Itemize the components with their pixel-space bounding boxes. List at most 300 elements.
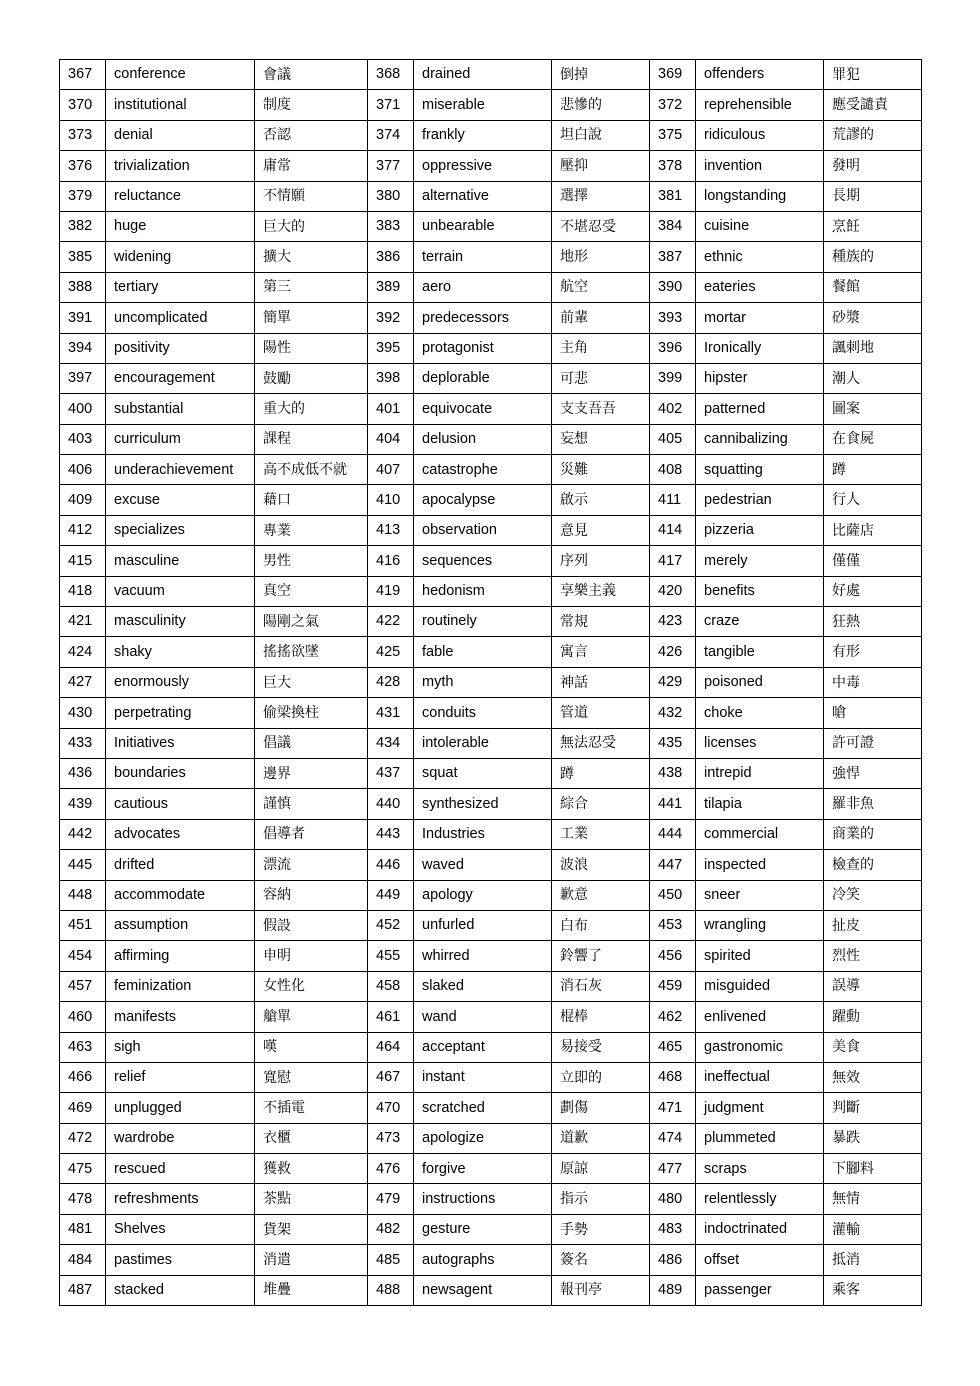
- chinese-translation: 專業: [255, 515, 368, 545]
- english-word: masculinity: [106, 607, 255, 637]
- english-word: craze: [696, 607, 824, 637]
- entry-number: 377: [368, 151, 414, 181]
- entry-number: 459: [650, 971, 696, 1001]
- entry-number: 423: [650, 607, 696, 637]
- chinese-translation: 課程: [255, 424, 368, 454]
- chinese-translation: 棍棒: [552, 1002, 650, 1032]
- entry-number: 474: [650, 1123, 696, 1153]
- table-row: [60, 546, 922, 576]
- entry-number: 428: [368, 667, 414, 697]
- entry-number: 370: [60, 90, 106, 120]
- chinese-translation: 嗆: [824, 698, 922, 728]
- english-word: wand: [414, 1002, 552, 1032]
- chinese-translation: 乘客: [824, 1275, 922, 1305]
- chinese-translation: 地形: [552, 242, 650, 272]
- entry-number: 368: [368, 60, 414, 90]
- chinese-translation: 暴跌: [824, 1123, 922, 1153]
- chinese-translation: 躍動: [824, 1002, 922, 1032]
- entry-number: 446: [368, 850, 414, 880]
- entry-number: 393: [650, 303, 696, 333]
- english-word: manifests: [106, 1002, 255, 1032]
- chinese-translation: 冷笑: [824, 880, 922, 910]
- entry-number: 395: [368, 333, 414, 363]
- english-word: instructions: [414, 1184, 552, 1214]
- chinese-translation: 簡單: [255, 303, 368, 333]
- table-row: [60, 1093, 922, 1123]
- entry-number: 483: [650, 1214, 696, 1244]
- english-word: ridiculous: [696, 120, 824, 150]
- english-word: newsagent: [414, 1275, 552, 1305]
- entry-number: 419: [368, 576, 414, 606]
- english-word: denial: [106, 120, 255, 150]
- entry-number: 408: [650, 455, 696, 485]
- english-word: tangible: [696, 637, 824, 667]
- entry-number: 484: [60, 1245, 106, 1275]
- entry-number: 369: [650, 60, 696, 90]
- english-word: patterned: [696, 394, 824, 424]
- english-word: ethnic: [696, 242, 824, 272]
- table-row: [60, 181, 922, 211]
- entry-number: 439: [60, 789, 106, 819]
- table-row: [60, 850, 922, 880]
- english-word: shaky: [106, 637, 255, 667]
- entry-number: 485: [368, 1245, 414, 1275]
- table-row: [60, 1214, 922, 1244]
- entry-number: 401: [368, 394, 414, 424]
- chinese-translation: 漂流: [255, 850, 368, 880]
- english-word: commercial: [696, 819, 824, 849]
- english-word: licenses: [696, 728, 824, 758]
- chinese-translation: 烈性: [824, 941, 922, 971]
- table-row: [60, 120, 922, 150]
- entry-number: 386: [368, 242, 414, 272]
- entry-number: 417: [650, 546, 696, 576]
- entry-number: 379: [60, 181, 106, 211]
- chinese-translation: 悲慘的: [552, 90, 650, 120]
- entry-number: 464: [368, 1032, 414, 1062]
- entry-number: 440: [368, 789, 414, 819]
- chinese-translation: 鼓勵: [255, 363, 368, 393]
- chinese-translation: 不情願: [255, 181, 368, 211]
- english-word: judgment: [696, 1093, 824, 1123]
- english-word: unplugged: [106, 1093, 255, 1123]
- table-row: [60, 637, 922, 667]
- chinese-translation: 罪犯: [824, 60, 922, 90]
- entry-number: 375: [650, 120, 696, 150]
- entry-number: 479: [368, 1184, 414, 1214]
- english-word: gesture: [414, 1214, 552, 1244]
- entry-number: 427: [60, 667, 106, 697]
- chinese-translation: 神話: [552, 667, 650, 697]
- entry-number: 482: [368, 1214, 414, 1244]
- entry-number: 443: [368, 819, 414, 849]
- entry-number: 380: [368, 181, 414, 211]
- english-word: conference: [106, 60, 255, 90]
- chinese-translation: 庸常: [255, 151, 368, 181]
- chinese-translation: 綜合: [552, 789, 650, 819]
- entry-number: 473: [368, 1123, 414, 1153]
- english-word: enlivened: [696, 1002, 824, 1032]
- entry-number: 465: [650, 1032, 696, 1062]
- entry-number: 469: [60, 1093, 106, 1123]
- chinese-translation: 砂漿: [824, 303, 922, 333]
- chinese-translation: 易接受: [552, 1032, 650, 1062]
- chinese-translation: 劃傷: [552, 1093, 650, 1123]
- chinese-translation: 簽名: [552, 1245, 650, 1275]
- chinese-translation: 長期: [824, 181, 922, 211]
- english-word: advocates: [106, 819, 255, 849]
- chinese-translation: 擴大: [255, 242, 368, 272]
- english-word: intolerable: [414, 728, 552, 758]
- table-row: [60, 941, 922, 971]
- english-word: protagonist: [414, 333, 552, 363]
- entry-number: 400: [60, 394, 106, 424]
- chinese-translation: 荒謬的: [824, 120, 922, 150]
- chinese-translation: 支支吾吾: [552, 394, 650, 424]
- entry-number: 481: [60, 1214, 106, 1244]
- chinese-translation: 好處: [824, 576, 922, 606]
- entry-number: 391: [60, 303, 106, 333]
- english-word: cautious: [106, 789, 255, 819]
- english-word: relentlessly: [696, 1184, 824, 1214]
- table-row: [60, 90, 922, 120]
- chinese-translation: 會議: [255, 60, 368, 90]
- chinese-translation: 無情: [824, 1184, 922, 1214]
- table-row: [60, 151, 922, 181]
- entry-number: 398: [368, 363, 414, 393]
- english-word: tertiary: [106, 272, 255, 302]
- table-row: [60, 1032, 922, 1062]
- entry-number: 449: [368, 880, 414, 910]
- table-row: [60, 576, 922, 606]
- english-word: predecessors: [414, 303, 552, 333]
- table-row: [60, 363, 922, 393]
- chinese-translation: 主角: [552, 333, 650, 363]
- chinese-translation: 藉口: [255, 485, 368, 515]
- english-word: autographs: [414, 1245, 552, 1275]
- english-word: fable: [414, 637, 552, 667]
- chinese-translation: 餐館: [824, 272, 922, 302]
- entry-number: 425: [368, 637, 414, 667]
- chinese-translation: 假設: [255, 910, 368, 940]
- chinese-translation: 男性: [255, 546, 368, 576]
- entry-number: 381: [650, 181, 696, 211]
- table-row: [60, 515, 922, 545]
- entry-number: 383: [368, 211, 414, 241]
- chinese-translation: 判斷: [824, 1093, 922, 1123]
- english-word: longstanding: [696, 181, 824, 211]
- chinese-translation: 堆疊: [255, 1275, 368, 1305]
- english-word: cannibalizing: [696, 424, 824, 454]
- chinese-translation: 不插電: [255, 1093, 368, 1123]
- english-word: trivialization: [106, 151, 255, 181]
- english-word: boundaries: [106, 758, 255, 788]
- english-word: conduits: [414, 698, 552, 728]
- entry-number: 405: [650, 424, 696, 454]
- chinese-translation: 歉意: [552, 880, 650, 910]
- chinese-translation: 無效: [824, 1062, 922, 1092]
- english-word: unbearable: [414, 211, 552, 241]
- chinese-translation: 艙單: [255, 1002, 368, 1032]
- chinese-translation: 壓抑: [552, 151, 650, 181]
- english-word: indoctrinated: [696, 1214, 824, 1244]
- entry-number: 418: [60, 576, 106, 606]
- table-row: [60, 60, 922, 90]
- english-word: enormously: [106, 667, 255, 697]
- chinese-translation: 抵消: [824, 1245, 922, 1275]
- entry-number: 489: [650, 1275, 696, 1305]
- english-word: equivocate: [414, 394, 552, 424]
- entry-number: 382: [60, 211, 106, 241]
- chinese-translation: 巨大: [255, 667, 368, 697]
- english-word: alternative: [414, 181, 552, 211]
- table-row: [60, 880, 922, 910]
- table-row: [60, 667, 922, 697]
- chinese-translation: 消遣: [255, 1245, 368, 1275]
- english-word: frankly: [414, 120, 552, 150]
- chinese-translation: 意見: [552, 515, 650, 545]
- english-word: perpetrating: [106, 698, 255, 728]
- table-row: [60, 1184, 922, 1214]
- english-word: feminization: [106, 971, 255, 1001]
- chinese-translation: 巨大的: [255, 211, 368, 241]
- english-word: offset: [696, 1245, 824, 1275]
- entry-number: 390: [650, 272, 696, 302]
- entry-number: 434: [368, 728, 414, 758]
- entry-number: 487: [60, 1275, 106, 1305]
- entry-number: 371: [368, 90, 414, 120]
- chinese-translation: 第三: [255, 272, 368, 302]
- english-word: passenger: [696, 1275, 824, 1305]
- english-word: deplorable: [414, 363, 552, 393]
- english-word: stacked: [106, 1275, 255, 1305]
- english-word: huge: [106, 211, 255, 241]
- english-word: benefits: [696, 576, 824, 606]
- chinese-translation: 商業的: [824, 819, 922, 849]
- entry-number: 486: [650, 1245, 696, 1275]
- table-row: [60, 1123, 922, 1153]
- chinese-translation: 啟示: [552, 485, 650, 515]
- english-word: sigh: [106, 1032, 255, 1062]
- table-row: [60, 1245, 922, 1275]
- english-word: offenders: [696, 60, 824, 90]
- english-word: terrain: [414, 242, 552, 272]
- english-word: pastimes: [106, 1245, 255, 1275]
- entry-number: 385: [60, 242, 106, 272]
- english-word: merely: [696, 546, 824, 576]
- english-word: instant: [414, 1062, 552, 1092]
- entry-number: 448: [60, 880, 106, 910]
- chinese-translation: 坦白說: [552, 120, 650, 150]
- entry-number: 454: [60, 941, 106, 971]
- entry-number: 394: [60, 333, 106, 363]
- entry-number: 413: [368, 515, 414, 545]
- english-word: refreshments: [106, 1184, 255, 1214]
- english-word: squatting: [696, 455, 824, 485]
- english-word: drained: [414, 60, 552, 90]
- chinese-translation: 茶點: [255, 1184, 368, 1214]
- table-row: [60, 910, 922, 940]
- chinese-translation: 發明: [824, 151, 922, 181]
- entry-number: 415: [60, 546, 106, 576]
- entry-number: 466: [60, 1062, 106, 1092]
- chinese-translation: 狂熱: [824, 607, 922, 637]
- entry-number: 455: [368, 941, 414, 971]
- table-row: [60, 303, 922, 333]
- chinese-translation: 原諒: [552, 1154, 650, 1184]
- entry-number: 451: [60, 910, 106, 940]
- english-word: Initiatives: [106, 728, 255, 758]
- entry-number: 397: [60, 363, 106, 393]
- entry-number: 435: [650, 728, 696, 758]
- english-word: Industries: [414, 819, 552, 849]
- chinese-translation: 諷刺地: [824, 333, 922, 363]
- table-row: [60, 455, 922, 485]
- chinese-translation: 貨架: [255, 1214, 368, 1244]
- english-word: wardrobe: [106, 1123, 255, 1153]
- table-row: [60, 485, 922, 515]
- chinese-translation: 管道: [552, 698, 650, 728]
- chinese-translation: 不堪忍受: [552, 211, 650, 241]
- entry-number: 452: [368, 910, 414, 940]
- english-word: wrangling: [696, 910, 824, 940]
- english-word: substantial: [106, 394, 255, 424]
- entry-number: 453: [650, 910, 696, 940]
- english-word: uncomplicated: [106, 303, 255, 333]
- chinese-translation: 航空: [552, 272, 650, 302]
- chinese-translation: 常規: [552, 607, 650, 637]
- entry-number: 447: [650, 850, 696, 880]
- entry-number: 411: [650, 485, 696, 515]
- chinese-translation: 許可證: [824, 728, 922, 758]
- english-word: inspected: [696, 850, 824, 880]
- chinese-translation: 否認: [255, 120, 368, 150]
- english-word: assumption: [106, 910, 255, 940]
- english-word: relief: [106, 1062, 255, 1092]
- chinese-translation: 衣櫃: [255, 1123, 368, 1153]
- english-word: apology: [414, 880, 552, 910]
- table-row: [60, 242, 922, 272]
- chinese-translation: 倒掉: [552, 60, 650, 90]
- english-word: miserable: [414, 90, 552, 120]
- english-word: plummeted: [696, 1123, 824, 1153]
- chinese-translation: 陽剛之氣: [255, 607, 368, 637]
- chinese-translation: 指示: [552, 1184, 650, 1214]
- entry-number: 460: [60, 1002, 106, 1032]
- english-word: slaked: [414, 971, 552, 1001]
- chinese-translation: 蹲: [824, 455, 922, 485]
- chinese-translation: 前輩: [552, 303, 650, 333]
- english-word: curriculum: [106, 424, 255, 454]
- entry-number: 409: [60, 485, 106, 515]
- table-row: [60, 971, 922, 1001]
- english-word: cuisine: [696, 211, 824, 241]
- chinese-translation: 寬慰: [255, 1062, 368, 1092]
- entry-number: 457: [60, 971, 106, 1001]
- chinese-translation: 享樂主義: [552, 576, 650, 606]
- chinese-translation: 妄想: [552, 424, 650, 454]
- table-row: [60, 1062, 922, 1092]
- entry-number: 429: [650, 667, 696, 697]
- english-word: gastronomic: [696, 1032, 824, 1062]
- entry-number: 414: [650, 515, 696, 545]
- entry-number: 376: [60, 151, 106, 181]
- entry-number: 478: [60, 1184, 106, 1214]
- chinese-translation: 波浪: [552, 850, 650, 880]
- entry-number: 372: [650, 90, 696, 120]
- chinese-translation: 女性化: [255, 971, 368, 1001]
- chinese-translation: 制度: [255, 90, 368, 120]
- english-word: encouragement: [106, 363, 255, 393]
- entry-number: 470: [368, 1093, 414, 1123]
- chinese-translation: 高不成低不就: [255, 455, 368, 485]
- entry-number: 471: [650, 1093, 696, 1123]
- entry-number: 442: [60, 819, 106, 849]
- chinese-translation: 倡導者: [255, 819, 368, 849]
- chinese-translation: 報刊亭: [552, 1275, 650, 1305]
- chinese-translation: 鈴響了: [552, 941, 650, 971]
- table-row: [60, 333, 922, 363]
- chinese-translation: 嘆: [255, 1032, 368, 1062]
- chinese-translation: 無法忍受: [552, 728, 650, 758]
- entry-number: 480: [650, 1184, 696, 1214]
- chinese-translation: 潮人: [824, 363, 922, 393]
- entry-number: 432: [650, 698, 696, 728]
- english-word: eateries: [696, 272, 824, 302]
- entry-number: 462: [650, 1002, 696, 1032]
- english-word: sequences: [414, 546, 552, 576]
- english-word: intrepid: [696, 758, 824, 788]
- chinese-translation: 比薩店: [824, 515, 922, 545]
- english-word: apologize: [414, 1123, 552, 1153]
- entry-number: 444: [650, 819, 696, 849]
- entry-number: 456: [650, 941, 696, 971]
- english-word: hedonism: [414, 576, 552, 606]
- entry-number: 399: [650, 363, 696, 393]
- table-row: [60, 394, 922, 424]
- english-word: institutional: [106, 90, 255, 120]
- chinese-translation: 序列: [552, 546, 650, 576]
- english-word: unfurled: [414, 910, 552, 940]
- table-row: [60, 789, 922, 819]
- entry-number: 475: [60, 1154, 106, 1184]
- table-row: [60, 1002, 922, 1032]
- chinese-translation: 羅非魚: [824, 789, 922, 819]
- chinese-translation: 選擇: [552, 181, 650, 211]
- chinese-translation: 消石灰: [552, 971, 650, 1001]
- entry-number: 433: [60, 728, 106, 758]
- chinese-translation: 可悲: [552, 363, 650, 393]
- chinese-translation: 灌輸: [824, 1214, 922, 1244]
- chinese-translation: 倡議: [255, 728, 368, 758]
- entry-number: 430: [60, 698, 106, 728]
- english-word: oppressive: [414, 151, 552, 181]
- english-word: specializes: [106, 515, 255, 545]
- table-row: [60, 698, 922, 728]
- entry-number: 467: [368, 1062, 414, 1092]
- entry-number: 392: [368, 303, 414, 333]
- chinese-translation: 僅僅: [824, 546, 922, 576]
- chinese-translation: 美食: [824, 1032, 922, 1062]
- english-word: synthesized: [414, 789, 552, 819]
- table-row: [60, 819, 922, 849]
- english-word: tilapia: [696, 789, 824, 819]
- english-word: mortar: [696, 303, 824, 333]
- entry-number: 450: [650, 880, 696, 910]
- english-word: excuse: [106, 485, 255, 515]
- chinese-translation: 重大的: [255, 394, 368, 424]
- english-word: vacuum: [106, 576, 255, 606]
